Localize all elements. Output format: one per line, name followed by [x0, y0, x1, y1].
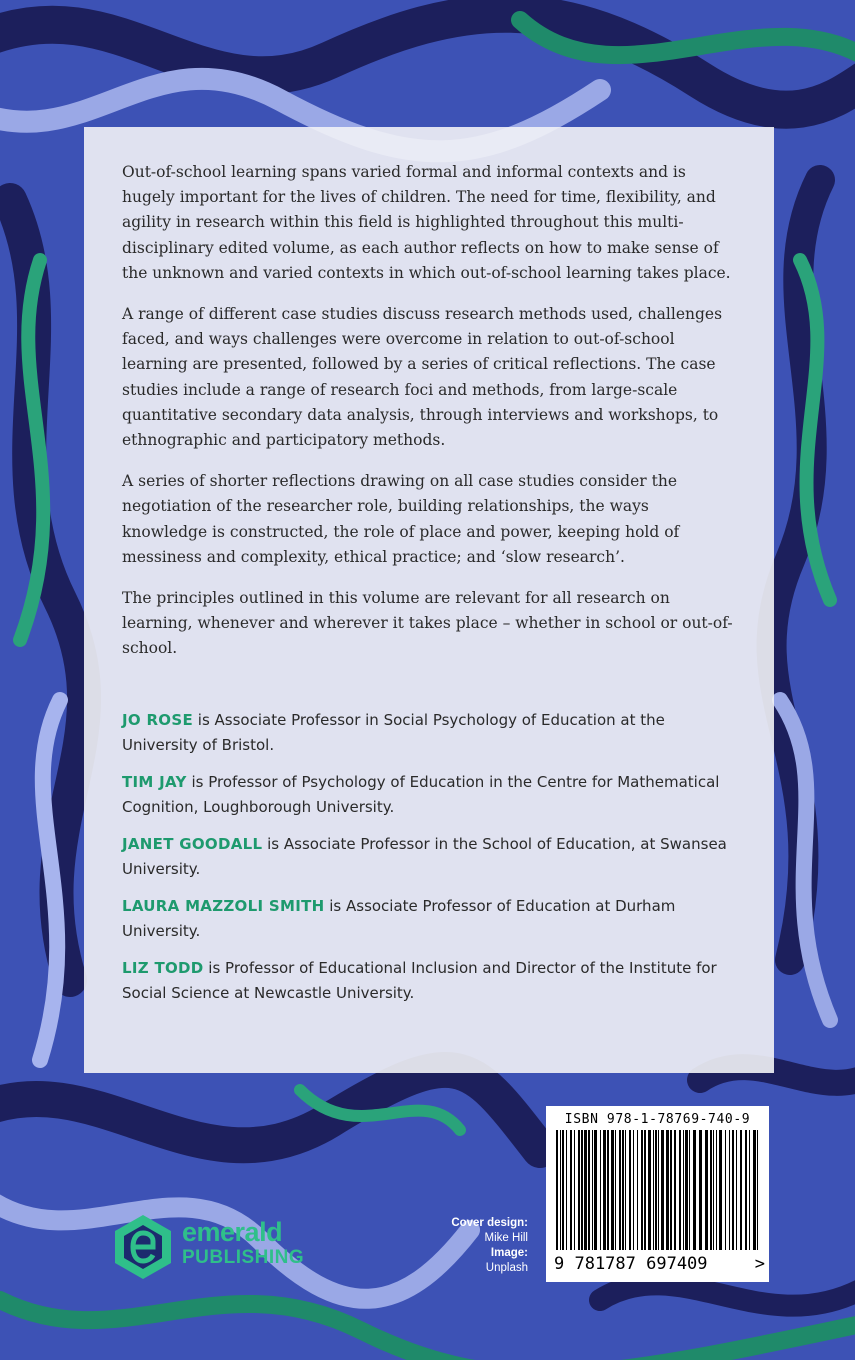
barcode-bar — [584, 1130, 587, 1250]
barcode-bar — [560, 1130, 561, 1250]
barcode-bar — [556, 1130, 558, 1250]
author-name: JANET GOODALL — [122, 834, 263, 853]
emerald-publishing-logo — [112, 1213, 327, 1281]
barcode-bar — [716, 1130, 717, 1250]
logo-wordmark: emerald — [182, 1217, 283, 1247]
barcode-bar — [729, 1130, 730, 1250]
cover-design-value: Mike Hill — [484, 1232, 528, 1244]
author-bio — [122, 832, 736, 882]
image-label: Image: — [490, 1247, 528, 1259]
barcode-bar — [740, 1130, 742, 1250]
barcode-bar — [719, 1130, 722, 1250]
barcode-bar — [725, 1130, 726, 1250]
barcode-bar — [619, 1130, 621, 1250]
barcode-bar — [592, 1130, 593, 1250]
barcode-bar — [644, 1130, 646, 1250]
author-name: TIM JAY — [122, 772, 187, 791]
barcode-bar — [674, 1130, 676, 1250]
cover-design-label: Cover design: — [451, 1217, 528, 1229]
barcode-bar — [641, 1130, 643, 1250]
barcode-bar — [653, 1130, 654, 1250]
barcode-bar — [633, 1130, 634, 1250]
barcode-bar — [622, 1130, 624, 1250]
barcode-bar — [600, 1130, 601, 1250]
barcode-bar — [753, 1130, 756, 1250]
barcode-bar — [749, 1130, 750, 1250]
author-bio — [122, 956, 736, 1006]
barcode-bar — [713, 1130, 714, 1250]
barcode-bar — [607, 1130, 609, 1250]
barcode-bar — [736, 1130, 737, 1250]
blurb-paragraph-3: A series of shorter reflections drawing on all case studies consider the negotiation of the researcher role, building relationships, the ways knowledge is constructed, the role of place and power, keeping hold of messiness and complexity, ethical practice; and ‘slow research’. — [122, 472, 680, 566]
barcode-bar — [581, 1130, 583, 1250]
barcode-bar — [611, 1130, 614, 1250]
barcode-bar — [683, 1130, 684, 1250]
barcode-digits: 9 781787 697409 — [554, 1254, 708, 1274]
barcode-bar — [615, 1130, 616, 1250]
author-description: is Professor of Educational Inclusion and Director of the Institute for Social Science at Newcastle University. — [122, 958, 717, 1002]
barcode-bar — [670, 1130, 672, 1250]
barcode-bar — [699, 1130, 702, 1250]
barcode-bar — [666, 1130, 669, 1250]
barcode-bars — [554, 1130, 761, 1254]
barcode-bar — [745, 1130, 747, 1250]
blurb — [122, 160, 736, 662]
blurb-paragraph-2: A range of different case studies discuss research methods used, challenges faced, and ways challenges were overcome in relation to out-of-school learning are presented, followed by a series of critical reflections. The case studies include a range of research foci and methods, from large-scale quantitative secondary data analysis, through interviews and workshops, to ethnographic and participatory methods. — [122, 305, 723, 450]
author-name: LIZ TODD — [122, 958, 204, 977]
barcode-bar — [629, 1130, 631, 1250]
text-panel — [84, 127, 774, 1073]
isbn-label: ISBN 978-1-78769-740-9 — [564, 1112, 751, 1127]
barcode-bar — [588, 1130, 590, 1250]
barcode-bar — [661, 1130, 664, 1250]
barcode-bar — [570, 1130, 572, 1250]
author-bio — [122, 894, 736, 944]
author-description: is Associate Professor of Education at Durham University. — [122, 896, 676, 940]
barcode-bar — [578, 1130, 580, 1250]
author-bio — [122, 708, 736, 758]
blurb-paragraph-1: Out-of-school learning spans varied formal and informal contexts and is hugely important for the lives of children. The need for time, flexibility, and agility in research within this field is highlighted throughout this multi-disciplinary edited volume, as each author reflects on how to make sense of the unknown and varied contexts in which out-of-school learning takes place. — [122, 163, 731, 282]
author-description: is Associate Professor in Social Psychology of Education at the University of Bristol. — [122, 710, 665, 754]
chevron-right-icon: > — [754, 1254, 765, 1274]
barcode-bar — [658, 1130, 659, 1250]
image-value: Unplash — [485, 1262, 528, 1274]
barcode-bar — [574, 1130, 575, 1250]
barcode-bar — [757, 1130, 758, 1250]
barcode-bar — [710, 1130, 712, 1250]
barcode-bar — [594, 1130, 597, 1250]
cover-credits — [380, 1216, 528, 1276]
author-name: JO ROSE — [122, 710, 194, 729]
author-description: is Associate Professor in the School of Education, at Swansea University. — [122, 834, 727, 878]
author-bios — [122, 708, 736, 1006]
barcode-bar — [685, 1130, 688, 1250]
barcode-bar — [679, 1130, 681, 1250]
barcode-bar — [566, 1130, 567, 1250]
barcode-bar — [648, 1130, 651, 1250]
logo-subtitle: PUBLISHING — [182, 1247, 305, 1268]
barcode-bar — [637, 1130, 638, 1250]
barcode-bar — [625, 1130, 626, 1250]
barcode — [546, 1106, 769, 1282]
author-name: LAURA MAZZOLI SMITH — [122, 896, 325, 915]
author-description: is Professor of Psychology of Education in the Centre for Mathematical Cognition, Loughborough University. — [122, 772, 720, 816]
barcode-bar — [603, 1130, 606, 1250]
barcode-bar — [562, 1130, 564, 1250]
barcode-bar — [655, 1130, 657, 1250]
author-bio — [122, 770, 736, 820]
blurb-paragraph-4: The principles outlined in this volume are relevant for all research on learning, whenever and wherever it takes place – whether in school or out-of-school. — [122, 589, 733, 658]
barcode-bar — [705, 1130, 708, 1250]
barcode-bar — [689, 1130, 690, 1250]
barcode-bar — [693, 1130, 696, 1250]
emerald-logo-icon — [112, 1213, 174, 1281]
barcode-bar — [732, 1130, 734, 1250]
